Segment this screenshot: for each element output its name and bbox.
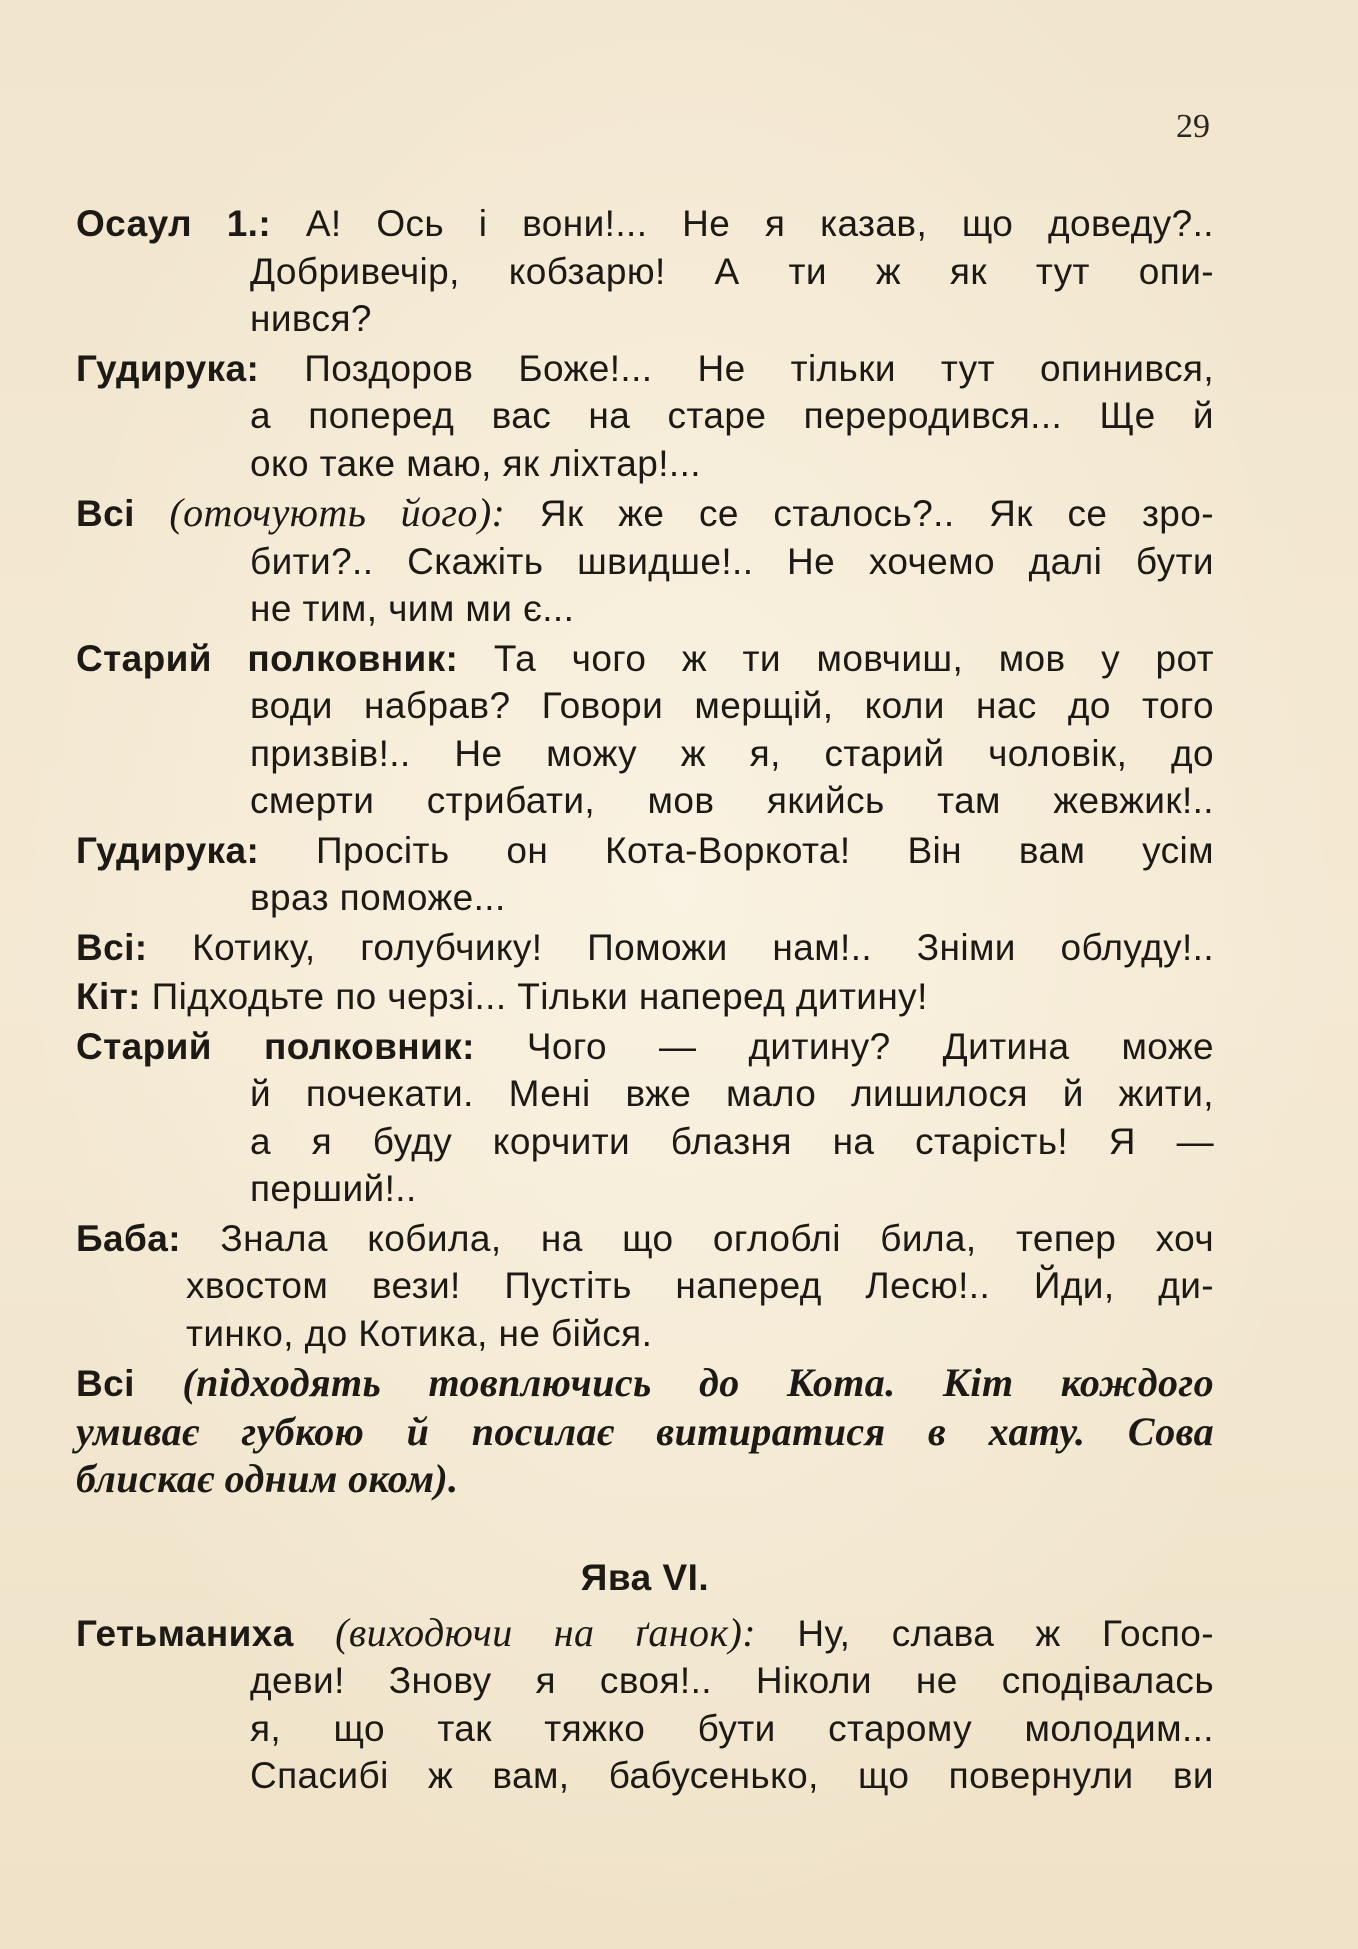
speaker-name: Кіт:: [76, 976, 141, 1017]
speech-line: води набрав? Говори мерщій, коли нас до того: [250, 685, 1214, 726]
speech-line: Спасибі ж вам, бабусенько, що повернули ви: [250, 1755, 1214, 1796]
speaker-name: Баба:: [76, 1217, 181, 1259]
speech-line: деви! Знову я своя!.. Ніколи не сподівалась: [250, 1660, 1214, 1701]
speaker-name: Всі:: [76, 926, 148, 968]
page-number: 29: [1176, 108, 1210, 145]
stage-direction-line: умиває губкою й посилає витиратися в хату. Сова: [76, 1408, 1214, 1454]
page-text: [76, 200, 1214, 1802]
speech-line: враз поможе...: [250, 877, 506, 918]
speech-line: Просіть он Кота-Воркота! Він вам усім: [316, 829, 1214, 871]
speech-line: Як же се сталось?.. Як се зро-: [539, 493, 1214, 534]
speaker-name: Гудирука:: [76, 347, 260, 389]
speech-line: а поперед вас на старе переродився... Ще й: [250, 395, 1214, 436]
speech-line: нився?: [250, 298, 372, 339]
speech-line: бити?.. Скажіть швидше!.. Не хочемо далі бути: [250, 540, 1214, 582]
speech-line: Поздоров Боже!... Не тільки тут опинився,: [304, 347, 1214, 389]
speaker-name: Всі: [76, 493, 135, 534]
speech-line: Та чого ж ти мовчиш, мов у рот: [493, 637, 1215, 679]
speech-line: око таке маю, як ліхтар!...: [250, 442, 701, 484]
speech-line: хвостом вези! Пустіть наперед Лесю!.. Йди, ди-: [186, 1265, 1214, 1306]
speaker-name: Осаул 1.:: [76, 203, 272, 244]
stage-direction-line: блискає одним оком).: [76, 1456, 459, 1501]
speech-block: [76, 489, 1214, 633]
speech-line: Знала кобила, на що оглоблі била, тепер хоч: [220, 1217, 1214, 1259]
stage-direction: (оточують його):: [169, 490, 506, 535]
speech-block: [76, 200, 1214, 343]
speaker-name: Старий полковник:: [76, 637, 459, 679]
scene-heading: Ява VI.: [580, 1556, 710, 1598]
speaker-name: Старий полковник:: [76, 1025, 475, 1067]
speaker-name: Гудирука:: [76, 829, 260, 871]
speech-line: а я буду корчити блазня на старість! Я —: [250, 1120, 1214, 1162]
speech-line: Чого — дитину? Дитина може: [526, 1025, 1214, 1067]
speech-block: [76, 973, 1214, 1021]
speech-line: Котику, голубчику! Поможи нам!.. Зніми облуду!..: [192, 926, 1215, 968]
speech-line: не тим, чим ми є...: [250, 588, 575, 629]
stage-direction-line: (підходять товплючись до Кота. Кіт кождого: [182, 1360, 1214, 1405]
speech-line: й почекати. Мені вже мало лишилося й жити,: [250, 1073, 1214, 1114]
speech-block: [76, 1215, 1214, 1358]
speaker-name: Гетьманиха: [76, 1612, 294, 1654]
speech-block: [76, 635, 1214, 825]
speech-line: я, що так тяжко бути старому молодим...: [250, 1707, 1214, 1749]
speech-line: А! Ось і вони!... Не я казав, що доведу?..: [305, 203, 1214, 244]
stage-direction-block: [76, 1359, 1214, 1503]
speech-block: [76, 827, 1214, 922]
speech-line: перший!..: [250, 1168, 417, 1209]
speech-line: призвів!.. Не можу ж я, старий чоловік, до: [250, 732, 1214, 774]
speech-block: [76, 1609, 1214, 1800]
speech-block: [76, 345, 1214, 488]
speech-line: Підходьте по черзі... Тільки наперед дитину!: [151, 976, 928, 1017]
speech-line: тинко, до Котика, не бійся.: [186, 1312, 653, 1354]
stage-direction: (виходючи на ґанок):: [335, 1609, 756, 1655]
speaker-name: Всі: [76, 1363, 135, 1404]
speech-line: Добривечір, кобзарю! А ти ж як тут опи-: [250, 250, 1214, 292]
speech-line: Ну, слава ж Госпо-: [797, 1612, 1214, 1654]
speech-block: [76, 1023, 1214, 1213]
speech-line: смерти стрибати, мов якийсь там жевжик!..: [250, 780, 1214, 821]
speech-block: [76, 924, 1214, 972]
